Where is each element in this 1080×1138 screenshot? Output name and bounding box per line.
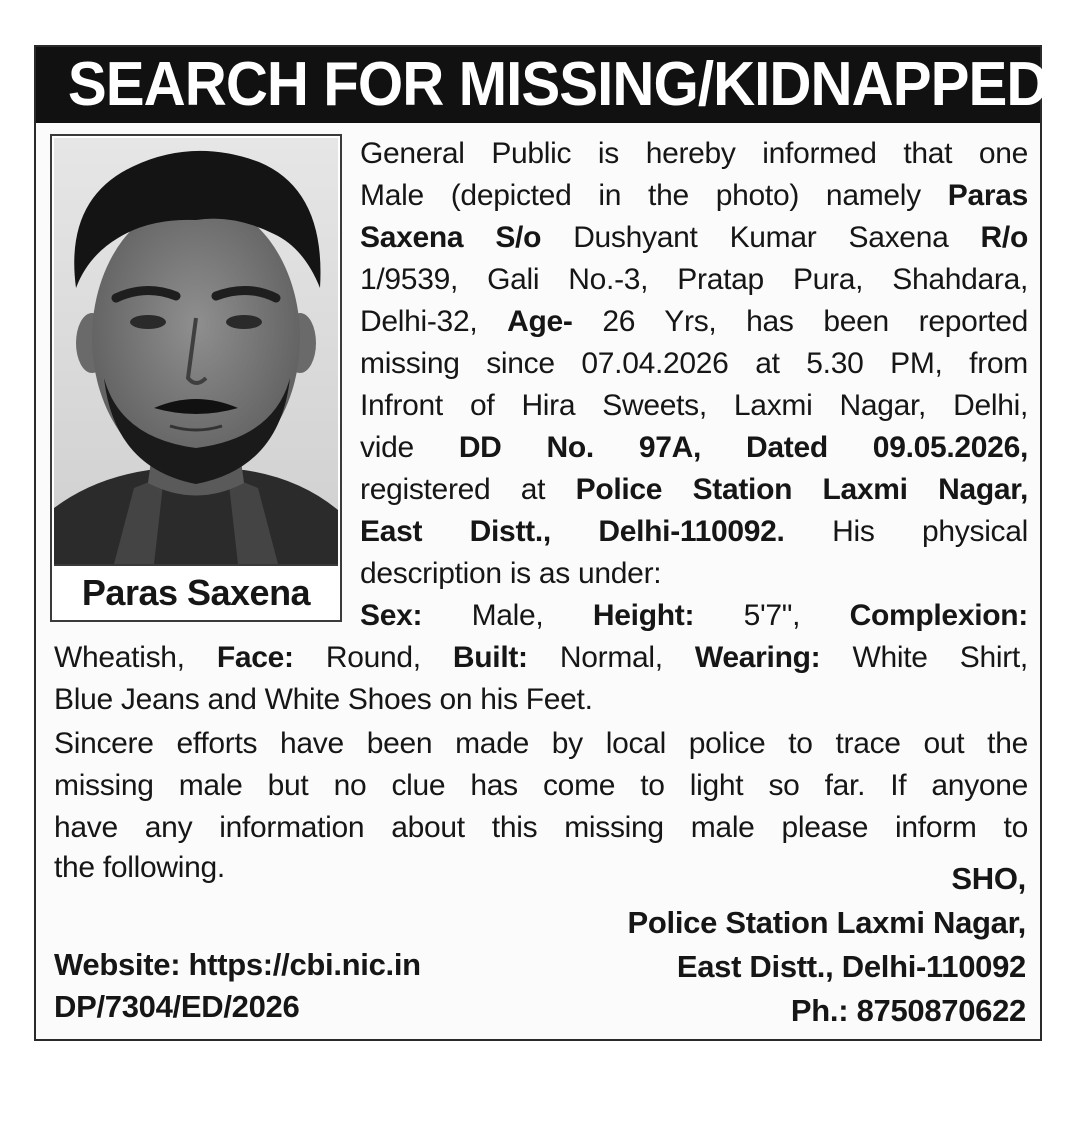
body-line-12: Sex: Male, Height: 5'7", Complexion: xyxy=(360,599,1028,632)
body-line-14: Blue Jeans and White Shoes on his Feet. xyxy=(54,683,593,716)
missing-person-notice xyxy=(34,45,1048,1041)
body-line-8: vide DD No. 97A, Dated 09.05.2026, xyxy=(360,431,1028,464)
body-line-7: Infront of Hira Sweets, Laxmi Nagar, Delhi, xyxy=(360,389,1029,422)
notice-headline: SEARCH FOR MISSING/KIDNAPPED xyxy=(36,47,1040,123)
missing-person-photo xyxy=(54,138,338,566)
photo-caption: Paras Saxena xyxy=(81,572,311,613)
body-line-18: the following. xyxy=(54,851,225,884)
body-line-15: Sincere efforts have been made by local police to trace out the xyxy=(54,727,1028,760)
body-line-5: Delhi-32, Age- 26 Yrs, has been reported xyxy=(360,305,1028,338)
body-line-6: missing since 07.04.2026 at 5.30 PM, from xyxy=(360,347,1028,380)
signature-phone: Ph.: 8750870622 xyxy=(790,993,1026,1028)
footer-website: Website: https://cbi.nic.in xyxy=(54,947,421,982)
body-line-10: East Distt., Delhi-110092. His physical xyxy=(360,515,1029,548)
signature-title: SHO, xyxy=(951,861,1026,896)
body-line-3: Saxena S/o Dushyant Kumar Saxena R/o xyxy=(360,221,1028,254)
body-line-17: have any information about this missing male please inform to xyxy=(54,811,1028,844)
missing-person-name: Paras xyxy=(947,179,1029,212)
signature-station: Police Station Laxmi Nagar, xyxy=(627,905,1026,940)
body-line-1: General Public is hereby informed that one xyxy=(360,137,1029,170)
body-line-11: description is as under: xyxy=(360,557,662,590)
photo-frame xyxy=(50,134,342,622)
footer-reference: DP/7304/ED/2026 xyxy=(54,989,300,1024)
body-line-4: 1/9539, Gali No.-3, Pratap Pura, Shahdara, xyxy=(360,263,1028,296)
body-line-9: registered at Police Station Laxmi Nagar, xyxy=(360,473,1029,506)
body-line-13: Wheatish, Face: Round, Built: Normal, Wearing: White Shirt, xyxy=(54,641,1028,674)
signature-district: East Distt., Delhi-110092 xyxy=(676,949,1026,984)
body-line-16: missing male but no clue has come to light so far. If anyone xyxy=(54,769,1029,802)
body-line-2: Male (depicted in the photo) namely Paras xyxy=(360,179,1029,212)
